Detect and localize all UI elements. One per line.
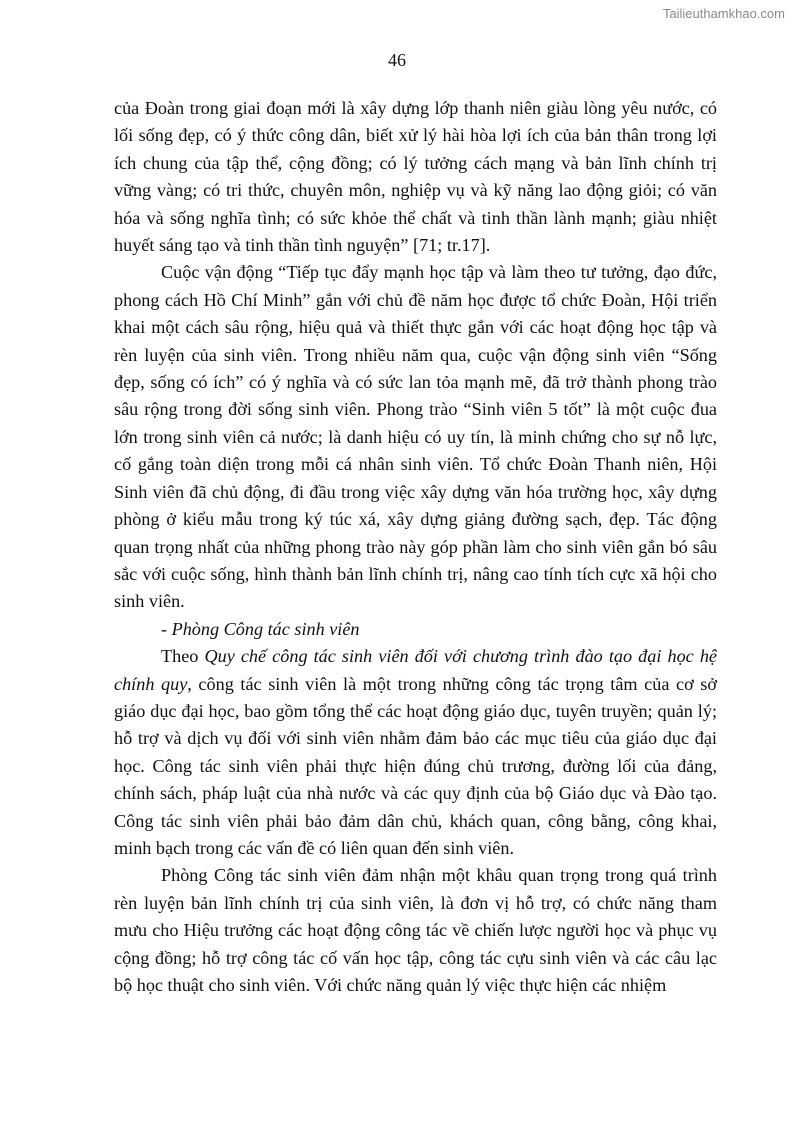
section-heading: - Phòng Công tác sinh viên bbox=[161, 618, 360, 639]
watermark: Tailieuthamkhao.com bbox=[662, 6, 785, 21]
paragraph-3 bbox=[114, 643, 717, 862]
body-text bbox=[114, 95, 717, 999]
paragraph-1: của Đoàn trong giai đoạn mới là xây dựng lớp thanh niên giàu lòng yêu nước, có lối sống đẹp, có ý thức công dân, biết xử lý hài hòa lợi ích của bản thân trong lợi ích chung của tập thể, cộng đồng; có lý tưởng cách mạng và bản lĩnh chính trị vững vàng; có tri thức, chuyên môn, nghiệp vụ và kỹ năng lao động giỏi; có văn hóa và sống nghĩa tình; có sức khỏe thể chất và tinh thần lành mạnh; giàu nhiệt huyết sáng tạo và tinh thần tình nguyện” [71; tr.17]. bbox=[114, 98, 717, 256]
paragraph-3-rest: , công tác sinh viên là một trong những công tác trọng tâm của cơ sở giáo dục đại học, bao gồm tổng thể các hoạt động giáo dục, tuyên truyền; quản lý; hỗ trợ và dịch vụ đối với sinh viên nhằm đảm bảo các mục tiêu của giáo dục đại học. Công tác sinh viên phải thực hiện đúng chủ trương, đường lối của đảng, chính sách, pháp luật của nhà nước và các quy định của bộ Giáo dục và Đào tạo. Công tác sinh viên phải bảo đảm dân chủ, khách quan, công bằng, công khai, minh bạch trong các vấn đề có liên quan đến sinh viên. bbox=[114, 673, 717, 858]
regulation-title: Quy chế công tác sinh viên đối với chương trình đào tạo đại học hệ chính quy bbox=[114, 646, 717, 694]
paragraph-4: Phòng Công tác sinh viên đảm nhận một khâu quan trọng trong quá trình rèn luyện bản lĩnh chính trị của sinh viên, là đơn vị hỗ trợ, có chức năng tham mưu cho Hiệu trưởng các hoạt động công tác về chiến lược người học và phục vụ cộng đồng; hỗ trợ công tác cố vấn học tập, công tác cựu sinh viên và các câu lạc bộ học thuật cho sinh viên. Với chức năng quản lý việc thực hiện các nhiệm bbox=[114, 865, 717, 995]
page-number: 46 bbox=[388, 50, 406, 70]
paragraph-3-lead: Theo bbox=[161, 646, 205, 667]
paragraph-2: Cuộc vận động “Tiếp tục đẩy mạnh học tập và làm theo tư tưởng, đạo đức, phong cách Hồ Chí Minh” gắn với chủ đề năm học được tổ chức Đoàn, Hội triển khai một cách sâu rộng, hiệu quả và thiết thực gắn với các hoạt động học tập và rèn luyện của sinh viên. Trong nhiều năm qua, cuộc vận động sinh viên “Sống đẹp, sống có ích” có ý nghĩa và có sức lan tỏa mạnh mẽ, đã trở thành phong trào sâu rộng trong đời sống sinh viên. Phong trào “Sinh viên 5 tốt” là một cuộc đua lớn trong sinh viên cả nước; là danh hiệu có uy tín, là minh chứng cho sự nỗ lực, cố gắng toàn diện trong mỗi cá nhân sinh viên. Tổ chức Đoàn Thanh niên, Hội Sinh viên đã chủ động, đi đầu trong việc xây dựng văn hóa trường học, xây dựng phòng ở kiểu mẫu trong ký túc xá, xây dựng giảng đường sạch, đẹp. Tác động quan trọng nhất của những phong trào này góp phần làm cho sinh viên gắn bó sâu sắc với cuộc sống, hình thành bản lĩnh chính trị, nâng cao tính tích cực xã hội cho sinh viên. bbox=[114, 262, 717, 612]
